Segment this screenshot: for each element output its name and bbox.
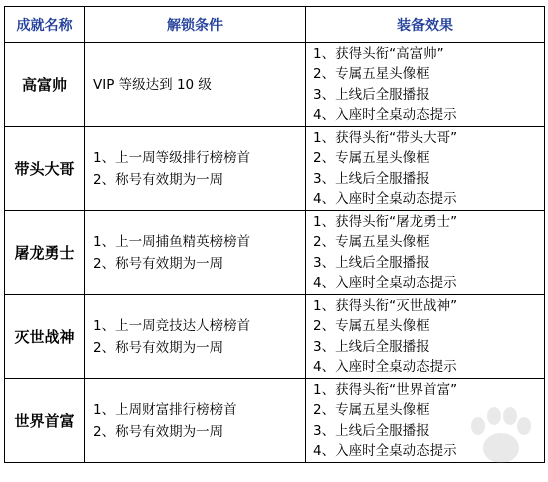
equip-effect-cell bbox=[306, 379, 545, 463]
effect-line: 1、获得头衔“屠龙勇士” bbox=[313, 213, 458, 230]
unlock-condition-cell bbox=[85, 43, 306, 127]
condition-line: 1、上一周捕鱼精英榜榜首 bbox=[93, 233, 251, 250]
table-row bbox=[5, 295, 545, 379]
effect-line: 4、入座时全桌动态提示 bbox=[313, 443, 457, 459]
condition-line: 2、称号有效期为一周 bbox=[93, 423, 224, 440]
effect-line: 2、专属五星头像框 bbox=[313, 402, 430, 418]
achievement-table bbox=[4, 6, 545, 463]
header-unlock-condition: 解锁条件 bbox=[85, 7, 306, 43]
effect-line: 3、上线后全服播报 bbox=[313, 422, 430, 439]
effect-line: 4、入座时全桌动态提示 bbox=[313, 191, 457, 207]
equip-effect-cell bbox=[306, 295, 545, 379]
header-equip-effect: 装备效果 bbox=[306, 7, 545, 43]
condition-line: 1、上一周竞技达人榜榜首 bbox=[93, 317, 251, 334]
unlock-condition-cell bbox=[85, 211, 306, 295]
condition-line: 1、上周财富排行榜榜首 bbox=[93, 401, 237, 418]
effect-line: 2、专属五星头像框 bbox=[313, 66, 430, 82]
equip-effect-cell bbox=[306, 43, 545, 127]
effect-line: 2、专属五星头像框 bbox=[313, 150, 430, 166]
table-row bbox=[5, 43, 545, 127]
effect-line: 1、获得头衔“世界首富” bbox=[313, 381, 458, 398]
condition-line: 2、称号有效期为一周 bbox=[93, 255, 224, 272]
header-row bbox=[5, 7, 545, 43]
condition-line: 1、上一周等级排行榜榜首 bbox=[93, 149, 251, 166]
achievement-name: 屠龙勇士 bbox=[5, 211, 85, 295]
table-row bbox=[5, 379, 545, 463]
effect-line: 4、入座时全桌动态提示 bbox=[313, 275, 457, 291]
effect-line: 2、专属五星头像框 bbox=[313, 234, 430, 250]
unlock-condition-cell bbox=[85, 295, 306, 379]
effect-line: 4、入座时全桌动态提示 bbox=[313, 107, 457, 123]
condition-line: 2、称号有效期为一周 bbox=[93, 171, 224, 188]
effect-line: 3、上线后全服播报 bbox=[313, 338, 430, 355]
equip-effect-cell bbox=[306, 127, 545, 211]
effect-line: 2、专属五星头像框 bbox=[313, 318, 430, 334]
effect-line: 3、上线后全服播报 bbox=[313, 254, 430, 271]
effect-line: 1、获得头衔“灭世战神” bbox=[313, 297, 458, 314]
table-row bbox=[5, 127, 545, 211]
achievement-name: 灭世战神 bbox=[5, 295, 85, 379]
effect-line: 1、获得头衔“带头大哥” bbox=[313, 129, 458, 146]
unlock-condition-cell bbox=[85, 127, 306, 211]
effect-line: 4、入座时全桌动态提示 bbox=[313, 359, 457, 375]
table-row bbox=[5, 211, 545, 295]
achievement-name: 高富帅 bbox=[5, 43, 85, 127]
condition-line: VIP 等级达到 10 级 bbox=[93, 76, 212, 93]
achievement-name: 世界首富 bbox=[5, 379, 85, 463]
effect-line: 3、上线后全服播报 bbox=[313, 170, 430, 187]
condition-line: 2、称号有效期为一周 bbox=[93, 339, 224, 356]
achievement-name: 带头大哥 bbox=[5, 127, 85, 211]
effect-line: 3、上线后全服播报 bbox=[313, 86, 430, 103]
unlock-condition-cell bbox=[85, 379, 306, 463]
equip-effect-cell bbox=[306, 211, 545, 295]
header-achievement-name: 成就名称 bbox=[5, 7, 85, 43]
effect-line: 1、获得头衔“高富帅” bbox=[313, 45, 444, 62]
